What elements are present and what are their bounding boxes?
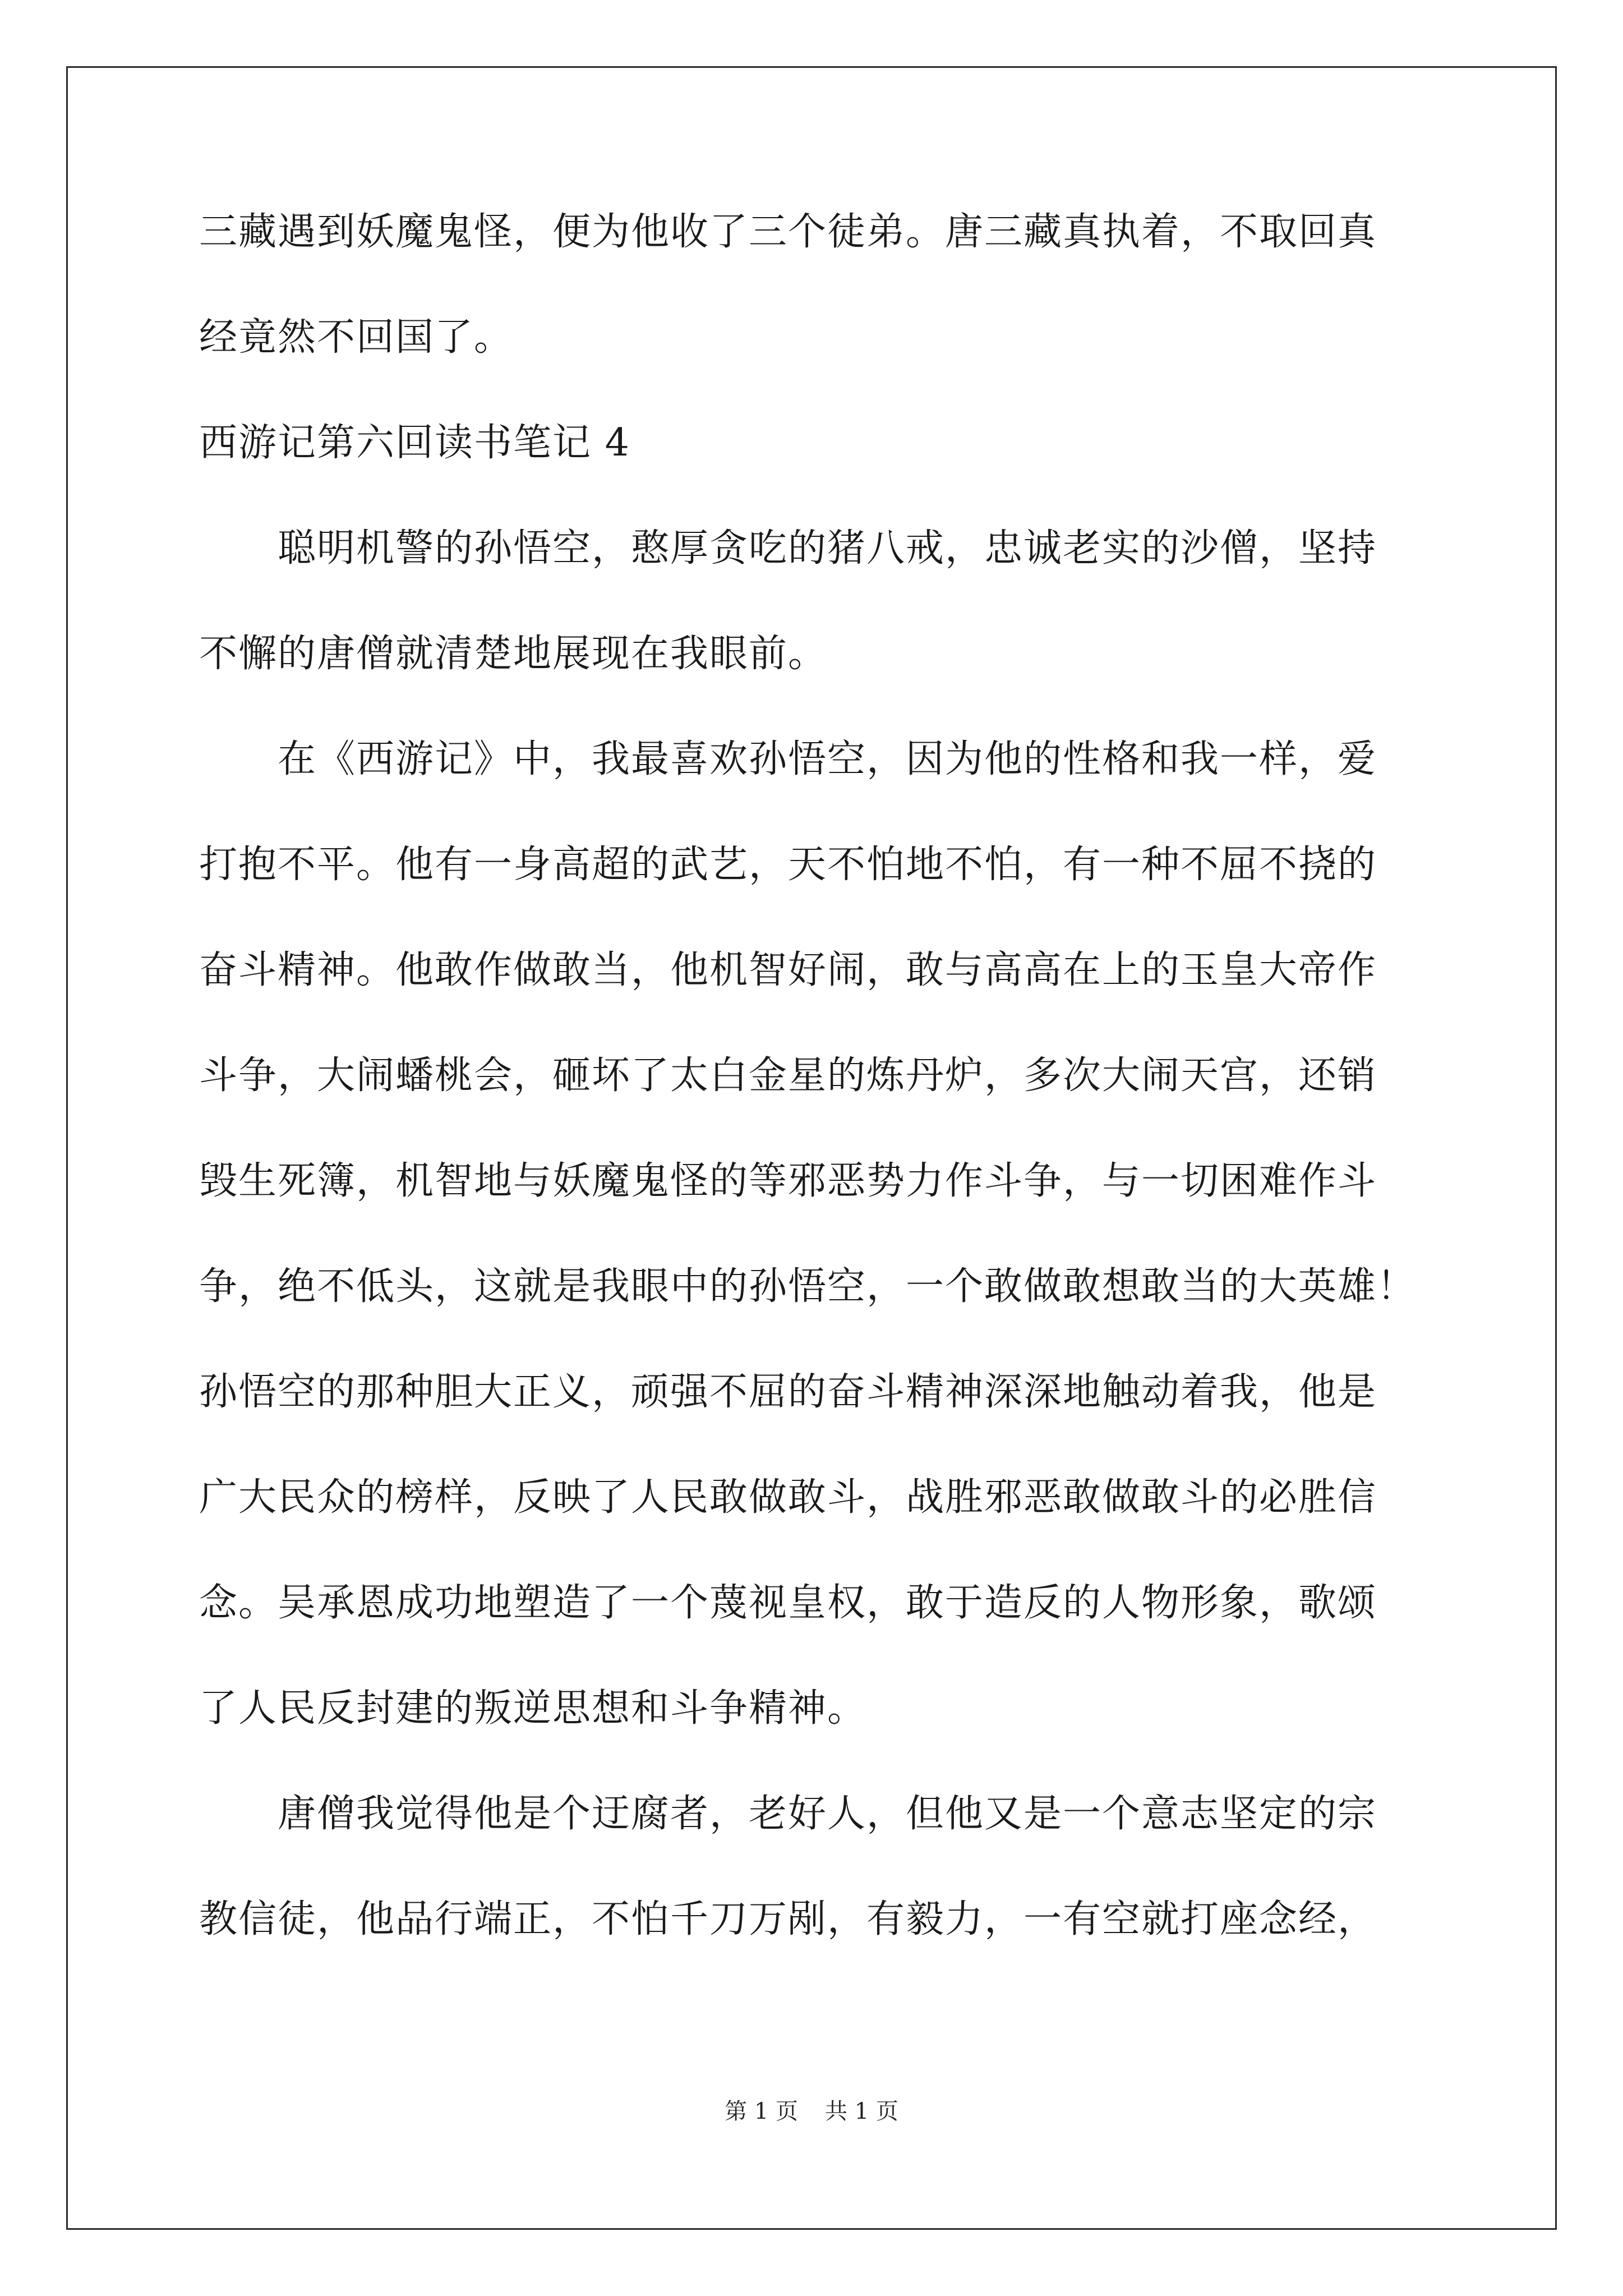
text-line: 打抱不平。他有一身高超的武艺，天不怕地不怕，有一种不屈不挠的	[199, 843, 1377, 887]
text-line: 教信徒，他品行端正，不怕千刀万剐，有毅力，一有空就打座念经，	[199, 1897, 1377, 1941]
text-line: 了人民反封建的叛逆思想和斗争精神。	[199, 1686, 867, 1731]
text-line: 争，绝不低头，这就是我眼中的孙悟空，一个敢做敢想敢当的大英雄！	[199, 1264, 1417, 1309]
paragraph-first-line: 聪明机警的孙悟空，憨厚贪吃的猪八戒，忠诚老实的沙僧，坚持	[278, 526, 1377, 570]
text-line: 不懈的唐僧就清楚地展现在我眼前。	[199, 632, 828, 676]
paragraph-first-line: 唐僧我觉得他是个迂腐者，老好人，但他又是一个意志坚定的宗	[278, 1792, 1377, 1836]
paragraph-first-line: 在《西游记》中，我最喜欢孙悟空，因为他的性格和我一样，爱	[278, 737, 1377, 781]
page-number: 第 1 页	[725, 2099, 798, 2124]
text-line: 孙悟空的那种胆大正义，顽强不屈的奋斗精神深深地触动着我，他是	[199, 1370, 1377, 1414]
section-heading: 西游记第六回读书笔记 4	[199, 421, 630, 465]
text-line: 毁生死簿，机智地与妖魔鬼怪的等邪恶势力作斗争，与一切困难作斗	[199, 1159, 1377, 1203]
text-line: 经竟然不回国了。	[199, 315, 514, 360]
text-line: 斗争，大闹蟠桃会，砸坏了太白金星的炼丹炉，多次大闹天宫，还销	[199, 1053, 1377, 1098]
page-total: 共 1 页	[825, 2099, 898, 2124]
text-line: 奋斗精神。他敢作做敢当，他机智好闹，敢与高高在上的玉皇大帝作	[199, 948, 1377, 992]
text-line: 三藏遇到妖魔鬼怪，便为他收了三个徒弟。唐三藏真执着，不取回真	[199, 210, 1377, 254]
text-line: 念。吴承恩成功地塑造了一个蔑视皇权，敢于造反的人物形象，歌颂	[199, 1581, 1377, 1625]
document-body	[199, 210, 1433, 2006]
page-footer	[0, 2098, 1623, 2125]
text-line: 广大民众的榜样，反映了人民敢做敢斗，战胜邪恶敢做敢斗的必胜信	[199, 1475, 1377, 1520]
